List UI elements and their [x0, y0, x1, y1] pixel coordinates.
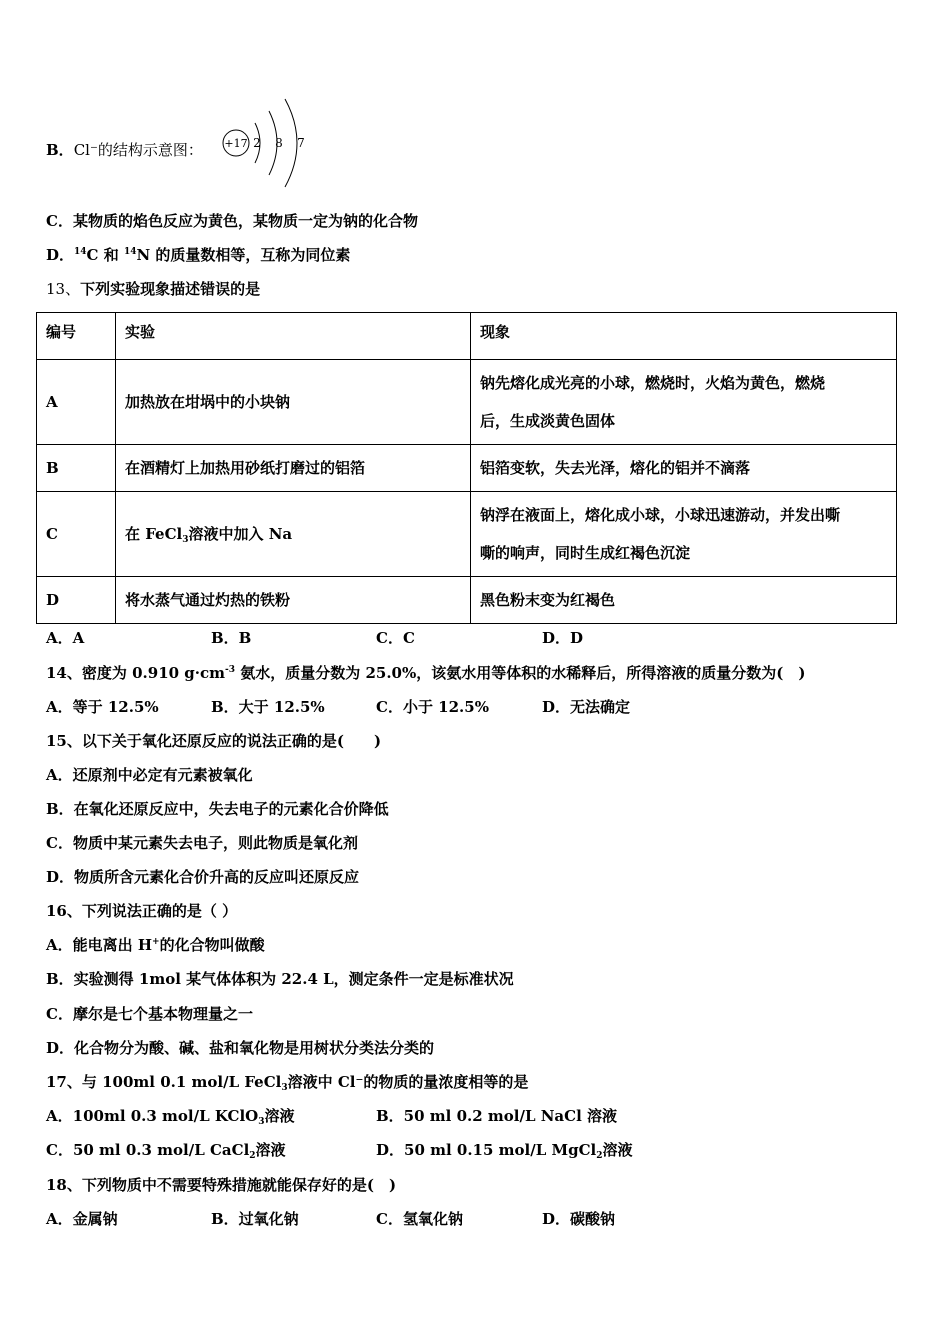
q12-option-c: C．某物质的焰色反应为黄色，某物质一定为钠的化合物: [46, 212, 418, 230]
table-row: [37, 492, 897, 577]
table-header-row: [37, 313, 897, 360]
q14-option-b: B．大于 12.5%: [211, 698, 325, 716]
header-id: 编号: [37, 313, 116, 360]
row-id: D: [37, 577, 116, 624]
row-id: B: [37, 445, 116, 492]
q14-option-c: C．小于 12.5%: [376, 698, 489, 716]
row-experiment: 加热放在坩埚中的小块钠: [116, 360, 471, 445]
q18-option-b: B．过氧化钠: [211, 1210, 299, 1228]
row-phenomenon: 钠浮在液面上，熔化成小球，小球迅速游动，并发出嘶 嘶的响声，同时生成红褐色沉淀: [471, 492, 897, 577]
q15-option-c: C．物质中某元素失去电子，则此物质是氧化剂: [46, 834, 358, 852]
q15-option-a: A．还原剂中必定有元素被氧化: [46, 766, 253, 784]
q17-option-c: C．50 ml 0.3 mol/L CaCl$_2$溶液: [46, 1141, 286, 1161]
q13-stem: 13、下列实验现象描述错误的是: [46, 280, 261, 298]
row-id: C: [37, 492, 116, 577]
q14-option-a: A．等于 12.5%: [46, 698, 159, 716]
shell-electrons-2: 8: [275, 136, 283, 150]
q16-option-a: A．能电离出 H+的化合物叫做酸: [46, 936, 265, 954]
table-row: [37, 577, 897, 624]
nucleus-charge: +17: [224, 137, 248, 150]
q16-option-b: B．实验测得 1mol 某气体体积为 22.4 L，测定条件一定是标准状况: [46, 970, 514, 988]
q12-option-d: D．$^{14}$C 和 $^{14}$N 的质量数相等，互称为同位素: [46, 246, 351, 264]
q16-stem: 16、下列说法正确的是（ ）: [46, 902, 238, 920]
q14-stem: 14、密度为 0.910 $g\cdot cm^{-3}$ 氨水，质量分数为 25.0%，该氨水用等体积的水稀释后，所得溶液的质量分数为( ): [46, 664, 806, 682]
shell-arc-3: [285, 99, 297, 187]
header-phenomenon: 现象: [471, 313, 897, 360]
q18-option-d: D．碳酸钠: [542, 1210, 616, 1228]
header-experiment: 实验: [116, 313, 471, 360]
q12-option-b: B．Cl⁻的结构示意图：: [46, 141, 203, 159]
table-row: [37, 360, 897, 445]
q15-option-b: B．在氧化还原反应中，失去电子的元素化合价降低: [46, 800, 389, 818]
q13-option-d: D．D: [542, 629, 584, 647]
row-phenomenon: 黑色粉末变为红褐色: [471, 577, 897, 624]
q16-option-c: C．摩尔是七个基本物理量之一: [46, 1005, 253, 1023]
row-id: A: [37, 360, 116, 445]
q18-option-c: C．氢氧化钠: [376, 1210, 463, 1228]
row-experiment: 将水蒸气通过灼热的铁粉: [116, 577, 471, 624]
q18-option-a: A．金属钠: [46, 1210, 118, 1228]
shell-electrons-1: 2: [253, 136, 261, 150]
q15-option-d: D．物质所含元素化合价升高的反应叫还原反应: [46, 868, 360, 886]
shell-electrons-3: 7: [297, 136, 305, 150]
q15-stem: 15、以下关于氧化还原反应的说法正确的是( ): [46, 732, 382, 750]
q17-stem: 17、与 100ml 0.1 mol/L FeCl$_3$溶液中 Cl⁻的物质的量浓度相等的是: [46, 1073, 529, 1093]
q16-option-d: D．化合物分为酸、碱、盐和氧化物是用树状分类法分类的: [46, 1039, 435, 1057]
q17-option-b: B．50 ml 0.2 mol/L NaCl 溶液: [376, 1107, 617, 1125]
q17-option-a: A．100ml 0.3 mol/L KClO$_3$溶液: [46, 1107, 295, 1127]
q13-option-c: C．C: [376, 629, 415, 647]
experiment-table: [36, 312, 897, 624]
q18-stem: 18、下列物质中不需要特殊措施就能保存好的是( ): [46, 1176, 397, 1194]
chloride-ion-structure-diagram: [219, 97, 311, 189]
q17-option-d: D．50 ml 0.15 mol/L MgCl$_2$溶液: [376, 1141, 633, 1161]
row-phenomenon: 钠先熔化成光亮的小球，燃烧时，火焰为黄色，燃烧 后，生成淡黄色固体: [471, 360, 897, 445]
q13-option-a: A．A: [46, 629, 85, 647]
table-row: [37, 445, 897, 492]
q13-option-b: B．B: [211, 629, 252, 647]
row-experiment: 在 FeCl$_3$溶液中加入 Na: [116, 492, 471, 577]
row-experiment: 在酒精灯上加热用砂纸打磨过的铝箔: [116, 445, 471, 492]
row-phenomenon: 铝箔变软，失去光泽，熔化的铝并不滴落: [471, 445, 897, 492]
q14-option-d: D．无法确定: [542, 698, 631, 716]
